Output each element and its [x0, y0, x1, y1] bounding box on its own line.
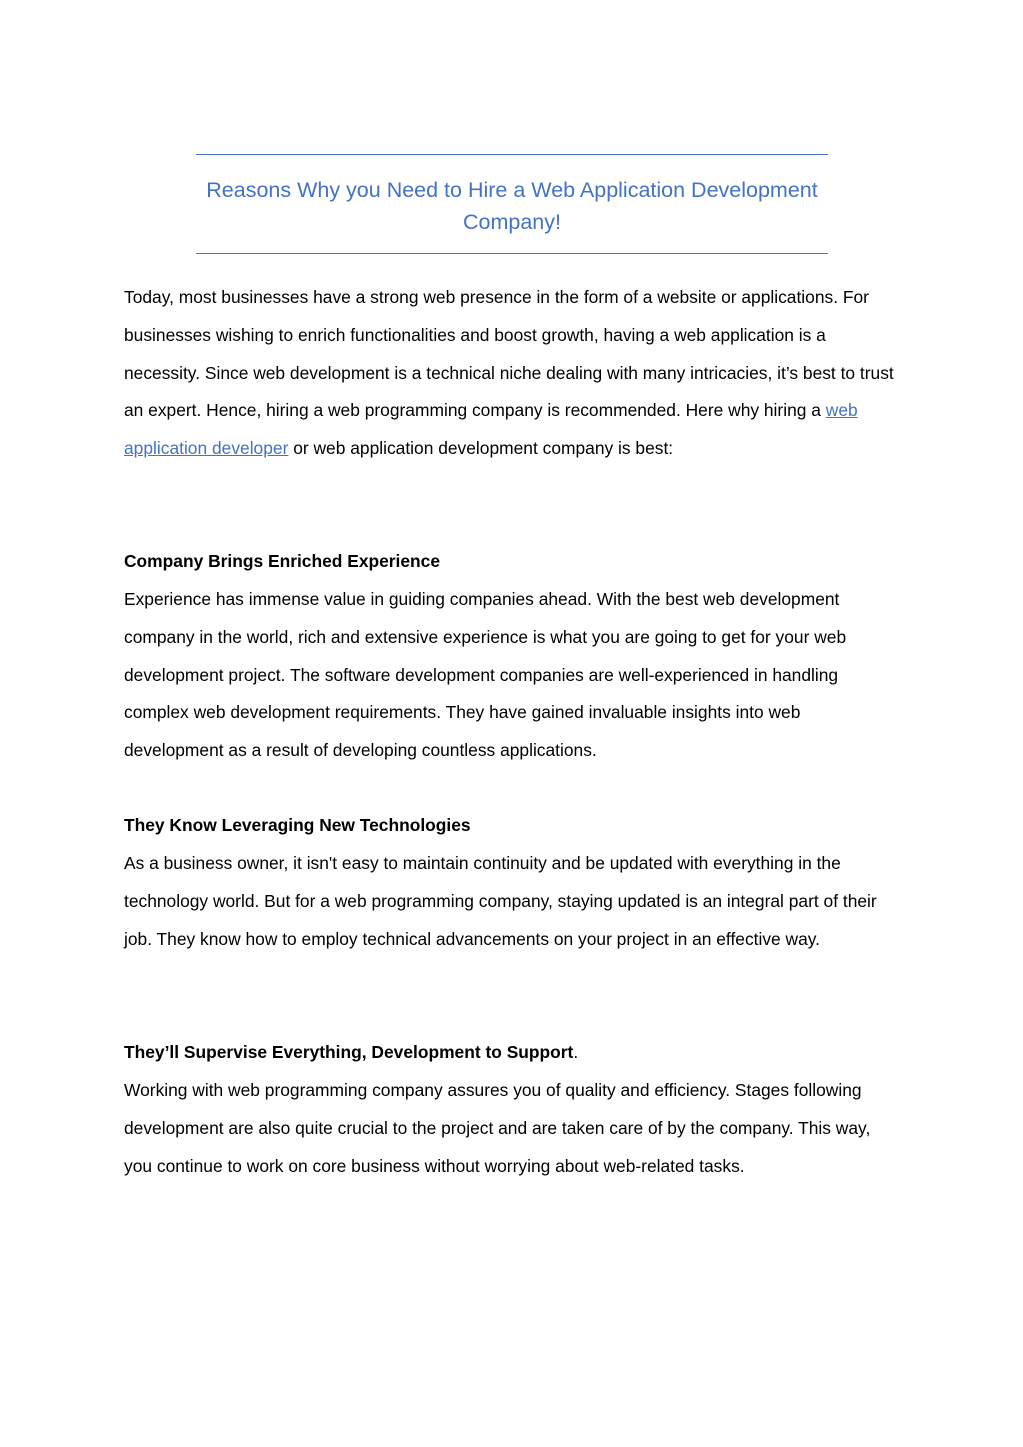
document-title: Reasons Why you Need to Hire a Web Application Development Company! — [206, 178, 818, 234]
section-heading-technologies: They Know Leveraging New Technologies — [124, 815, 471, 835]
section-body-experience: Experience has immense value in guiding companies ahead. With the best web development company in the world, rich and extensive experience is what you are going to get for your web development project. The software development companies are well-experienced in handling complex web development requirements. They have gained invaluable insights into web development as a result of developing countless applications. — [124, 589, 847, 761]
section-body-support: Working with web programming company assures you of quality and efficiency. Stages following development are also quite crucial to the project and are taken care of by the company. This way, you continue to work on core business without worrying about web-related tasks. — [124, 1080, 871, 1176]
title-block — [196, 154, 828, 254]
section-heading-support-period: . — [573, 1042, 579, 1062]
section-body-technologies: As a business owner, it isn't easy to maintain continuity and be updated with everything in the technology world. But for a web programming company, staying updated is an integral part of their job. They know how to employ technical advancements on your project in an effective way. — [124, 853, 877, 949]
section-heading-experience: Company Brings Enriched Experience — [124, 551, 441, 571]
intro-text-before-link: Today, most businesses have a strong web presence in the form of a website or applications. For businesses wishing to enrich functionalities and boost growth, having a web application is a necessity. Since web development is a technical niche dealing with many intricacies, it’s best to trust an expert. Hence, hiring a web programming company is recommended. Here why hiring a — [124, 287, 894, 421]
section-heading-support-wrapper — [124, 1034, 899, 1072]
web-application-developer-link[interactable]: web application developer — [124, 400, 858, 459]
intro-paragraph — [124, 279, 899, 468]
section-heading-support: They’ll Supervise Everything, Development to Support — [124, 1042, 574, 1062]
intro-text-after-link: or web application development company is best: — [288, 438, 674, 459]
